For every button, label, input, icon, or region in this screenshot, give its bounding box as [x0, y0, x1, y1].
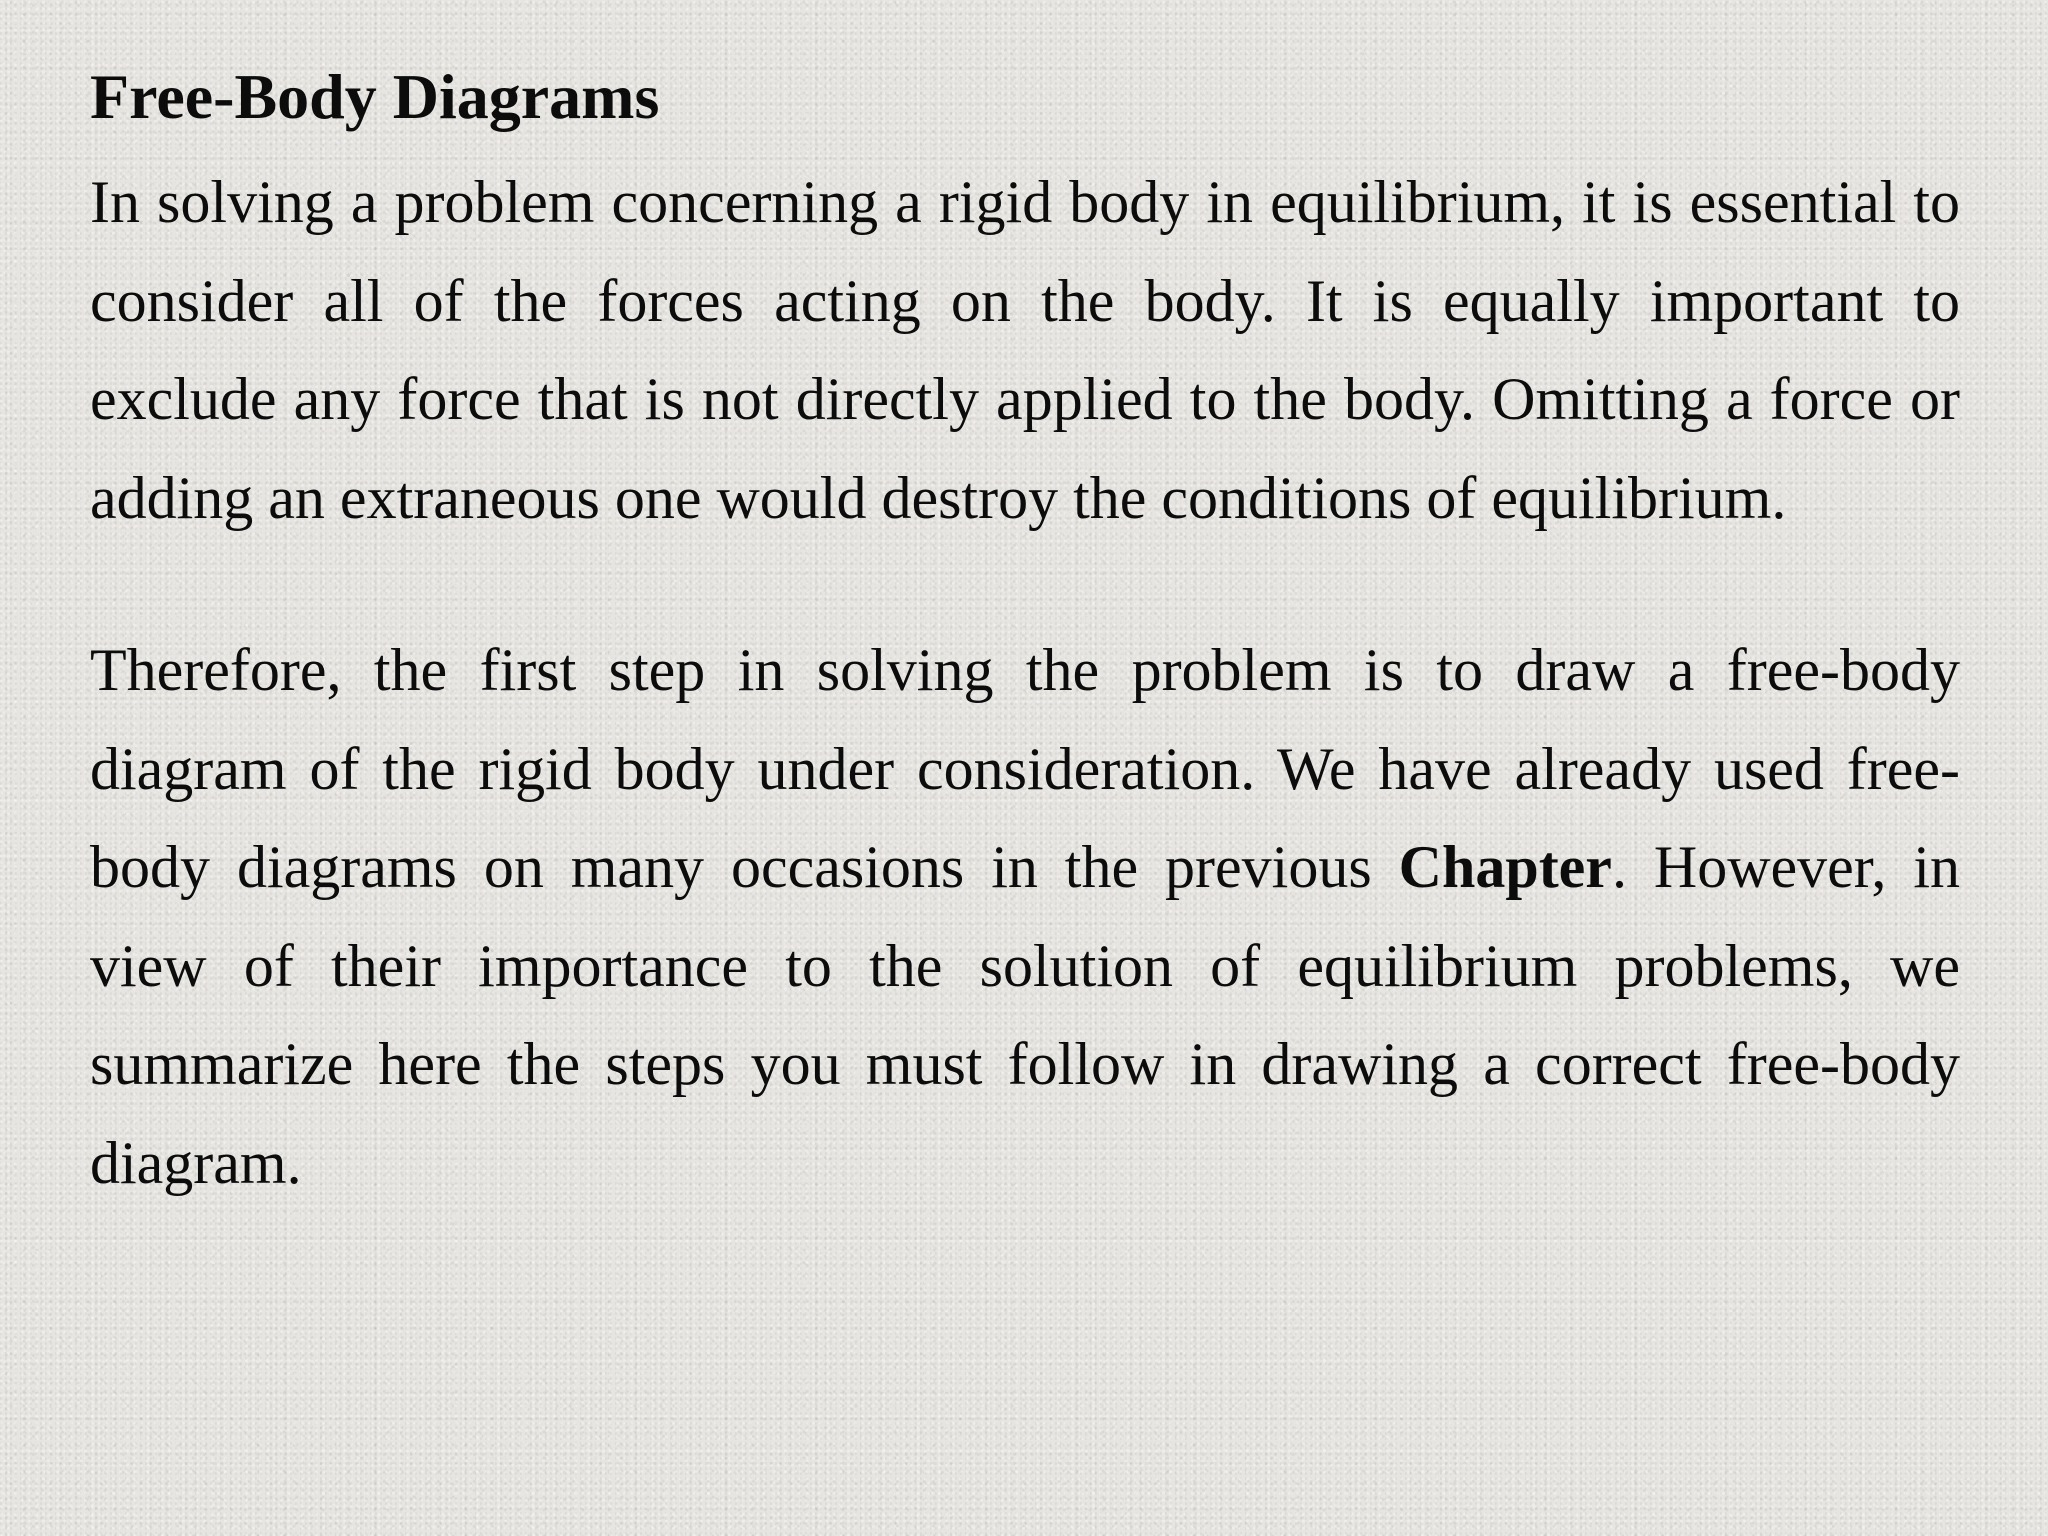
paragraph-text-intro: Therefore, the first step in solving the problem is to draw a free-body diagram of the rigid body under consideration. We have already used free-body diagrams on many occasions in the previous [90, 637, 1960, 900]
paragraph-free-body-steps [90, 621, 1960, 1212]
paragraph-equilibrium-forces: In solving a problem concerning a rigid body in equilibrium, it is essential to consider all of the forces acting on the body. It is equally important to exclude any force that is not directly applied to the body. Omitting a force or adding an extraneous one would destroy the conditions of equilibrium. [90, 169, 1960, 531]
slide-content [90, 55, 1960, 1212]
paragraph-text-rest: . However, in view of their importance to the solution of equilibrium problems, we summarize here the steps you must follow in drawing a correct free-body diagram. [90, 834, 1960, 1196]
slide-title: Free-Body Diagrams [90, 61, 660, 132]
chapter-emphasis: Chapter [1398, 834, 1612, 900]
